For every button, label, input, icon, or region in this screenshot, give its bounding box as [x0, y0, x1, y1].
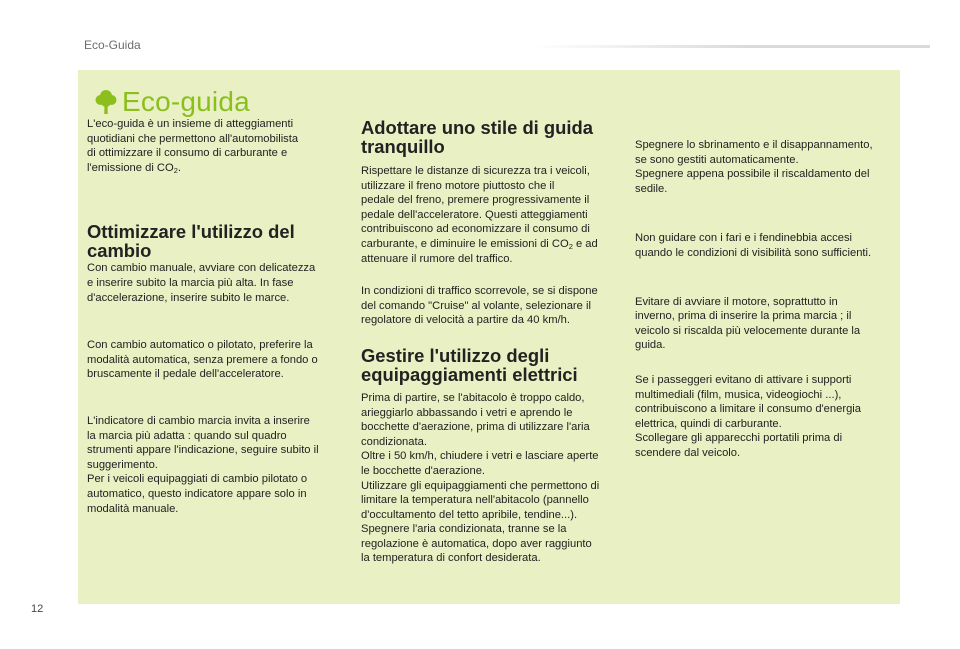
text-line: elettrica, quindi di carburante. [635, 417, 782, 430]
section-label: Eco-Guida [84, 38, 141, 52]
text-line: . [177, 161, 181, 174]
text-line: Scollegare gli apparecchi portatili prima di [635, 432, 843, 445]
text-line: Oltre i 50 km/h, chiudere i vetri e lasciare aperte [361, 450, 599, 463]
paragraph-defrost [635, 138, 897, 196]
text-line: In condizioni di traffico scorrevole, se si dispone [361, 285, 598, 298]
text-line: le bocchette d'aerazione. [361, 464, 486, 477]
text-line: condizionata. [361, 435, 427, 448]
text-line: del comando "Cruise" al volante, selezionare il [361, 299, 591, 312]
text-line: Spegnere appena possibile il riscaldamento del [635, 168, 870, 181]
text-line: Con cambio automatico o pilotato, preferire la [87, 339, 313, 352]
text-line: scendere dal veicolo. [635, 446, 741, 459]
text-line: Per i veicoli equipaggiati di cambio pilotato o [87, 473, 308, 486]
text-line: multimediali (film, musica, videogiochi ...), [635, 388, 842, 401]
tree-icon [95, 89, 117, 115]
column-right [635, 138, 897, 461]
header-divider [530, 45, 930, 48]
text-line: Non guidare con i fari e i fendinebbia accesi [635, 232, 853, 245]
text-line: attenuare il rumore del traffico. [361, 252, 513, 265]
paragraph-engine-start [635, 295, 897, 353]
intro-paragraph [87, 117, 347, 175]
text-line: contribuiscono a limitare il consumo d'energia [635, 403, 862, 416]
subscript: 2 [173, 165, 178, 175]
text-line: e ad [572, 237, 598, 250]
paragraph-automatic-gearbox [87, 338, 347, 382]
text-line: L'indicatore di cambio marcia invita a inserire [87, 414, 310, 427]
text-line: modalità manuale. [87, 502, 179, 515]
column-left [87, 117, 347, 516]
text-line: la temperatura di confort desiderata. [361, 552, 541, 565]
text-line: regolatore di velocità a partire da 40 km/h. [361, 314, 570, 327]
text-line: bocchette d'aerazione, prima di utilizzare l'aria [361, 421, 590, 434]
text-line: di ottimizzare il consumo di carburante e [87, 147, 288, 160]
heading-line: cambio [87, 240, 152, 262]
text-line: sedile. [635, 182, 668, 195]
text-line: inverno, prima di inserire la prima marcia ; il [635, 310, 852, 323]
text-line: bruscamente il pedale dell'acceleratore. [87, 368, 284, 381]
page-title [95, 86, 250, 118]
text-line: l'emissione di CO [87, 161, 174, 174]
text-line: modalità automatica, senza premere a fondo o [87, 353, 318, 366]
text-line: L'eco-guida è un insieme di atteggiamenti [87, 118, 294, 130]
text-line: utilizzare il freno motore piuttosto che il [361, 179, 555, 192]
text-line: Spegnere l'aria condizionata, tranne se la [361, 523, 567, 536]
heading-line: equipaggiamenti elettrici [361, 363, 578, 385]
text-line: Evitare di avviare il motore, soprattutto in [635, 295, 838, 308]
paragraph-headlights [635, 231, 897, 260]
subscript: 2 [568, 241, 573, 251]
text-line: guida. [635, 339, 666, 352]
text-line: d'occultamento del tetto apribile, tendine...). [361, 508, 578, 521]
text-line: Se i passeggeri evitano di attivare i supporti [635, 373, 852, 386]
text-line: limitare la temperatura nell'abitacolo (pannello [361, 494, 589, 507]
text-line: pedale dell'acceleratore. Questi atteggiamenti [361, 208, 588, 221]
heading-line: Ottimizzare l'utilizzo del [87, 221, 295, 243]
text-line: Prima di partire, se l'abitacolo è troppo caldo, [361, 391, 585, 404]
text-line: contribuiscono ad economizzare il consumo di [361, 223, 590, 236]
section-heading-electrical-equipment [361, 346, 626, 384]
text-line: quotidiani che permettono all'automobilista [87, 132, 299, 145]
heading-line: Gestire l'utilizzo degli [361, 344, 550, 366]
text-line: suggerimento. [87, 458, 158, 471]
paragraph-safe-distance [361, 164, 626, 266]
paragraph-multimedia [635, 373, 897, 461]
text-line: strumenti appare l'indicazione, seguire subito il [87, 444, 319, 457]
text-line: la marcia più adatta : quando sul quadro [87, 429, 287, 442]
text-line: e inserire subito la marcia più alta. In fase [87, 276, 294, 289]
text-line: Con cambio manuale, avviare con delicatezza [87, 262, 316, 275]
paragraph-manual-gearbox [87, 261, 347, 305]
paragraph-cruise-control [361, 284, 626, 328]
text-line: regolazione è automatica, dopo aver raggiunto [361, 537, 592, 550]
text-line: veicolo si riscalda più velocemente durante la [635, 324, 861, 337]
paragraph-air-conditioning [361, 391, 626, 566]
text-line: Rispettare le distanze di sicurezza tra i veicoli, [361, 165, 590, 177]
page-title-text: Eco-guida [122, 86, 250, 117]
text-line: Spegnere lo sbrinamento e il disappannamento, [635, 139, 873, 151]
heading-line: tranquillo [361, 136, 445, 157]
section-heading-driving-style [361, 118, 626, 156]
text-line: pedale del freno, premere progressivamente il [361, 194, 590, 207]
column-middle [361, 118, 626, 566]
text-line: Utilizzare gli equipaggiamenti che permettono di [361, 479, 600, 492]
section-heading-gearbox [87, 222, 347, 260]
page-number: 12 [31, 603, 44, 615]
text-line: quando le condizioni di visibilità sono sufficienti. [635, 246, 872, 259]
heading-line: Adottare uno stile di guida [361, 117, 593, 138]
text-line: arieggiarlo abbassando i vetri e aprendo le [361, 406, 573, 419]
text-line: d'accelerazione, inserire subito le marce. [87, 291, 290, 304]
text-line: carburante, e diminuire le emissioni di CO [361, 237, 569, 250]
text-line: se sono gestiti automaticamente. [635, 153, 799, 166]
text-line: automatico, questo indicatore appare solo in [87, 487, 307, 500]
paragraph-gear-indicator [87, 414, 347, 516]
